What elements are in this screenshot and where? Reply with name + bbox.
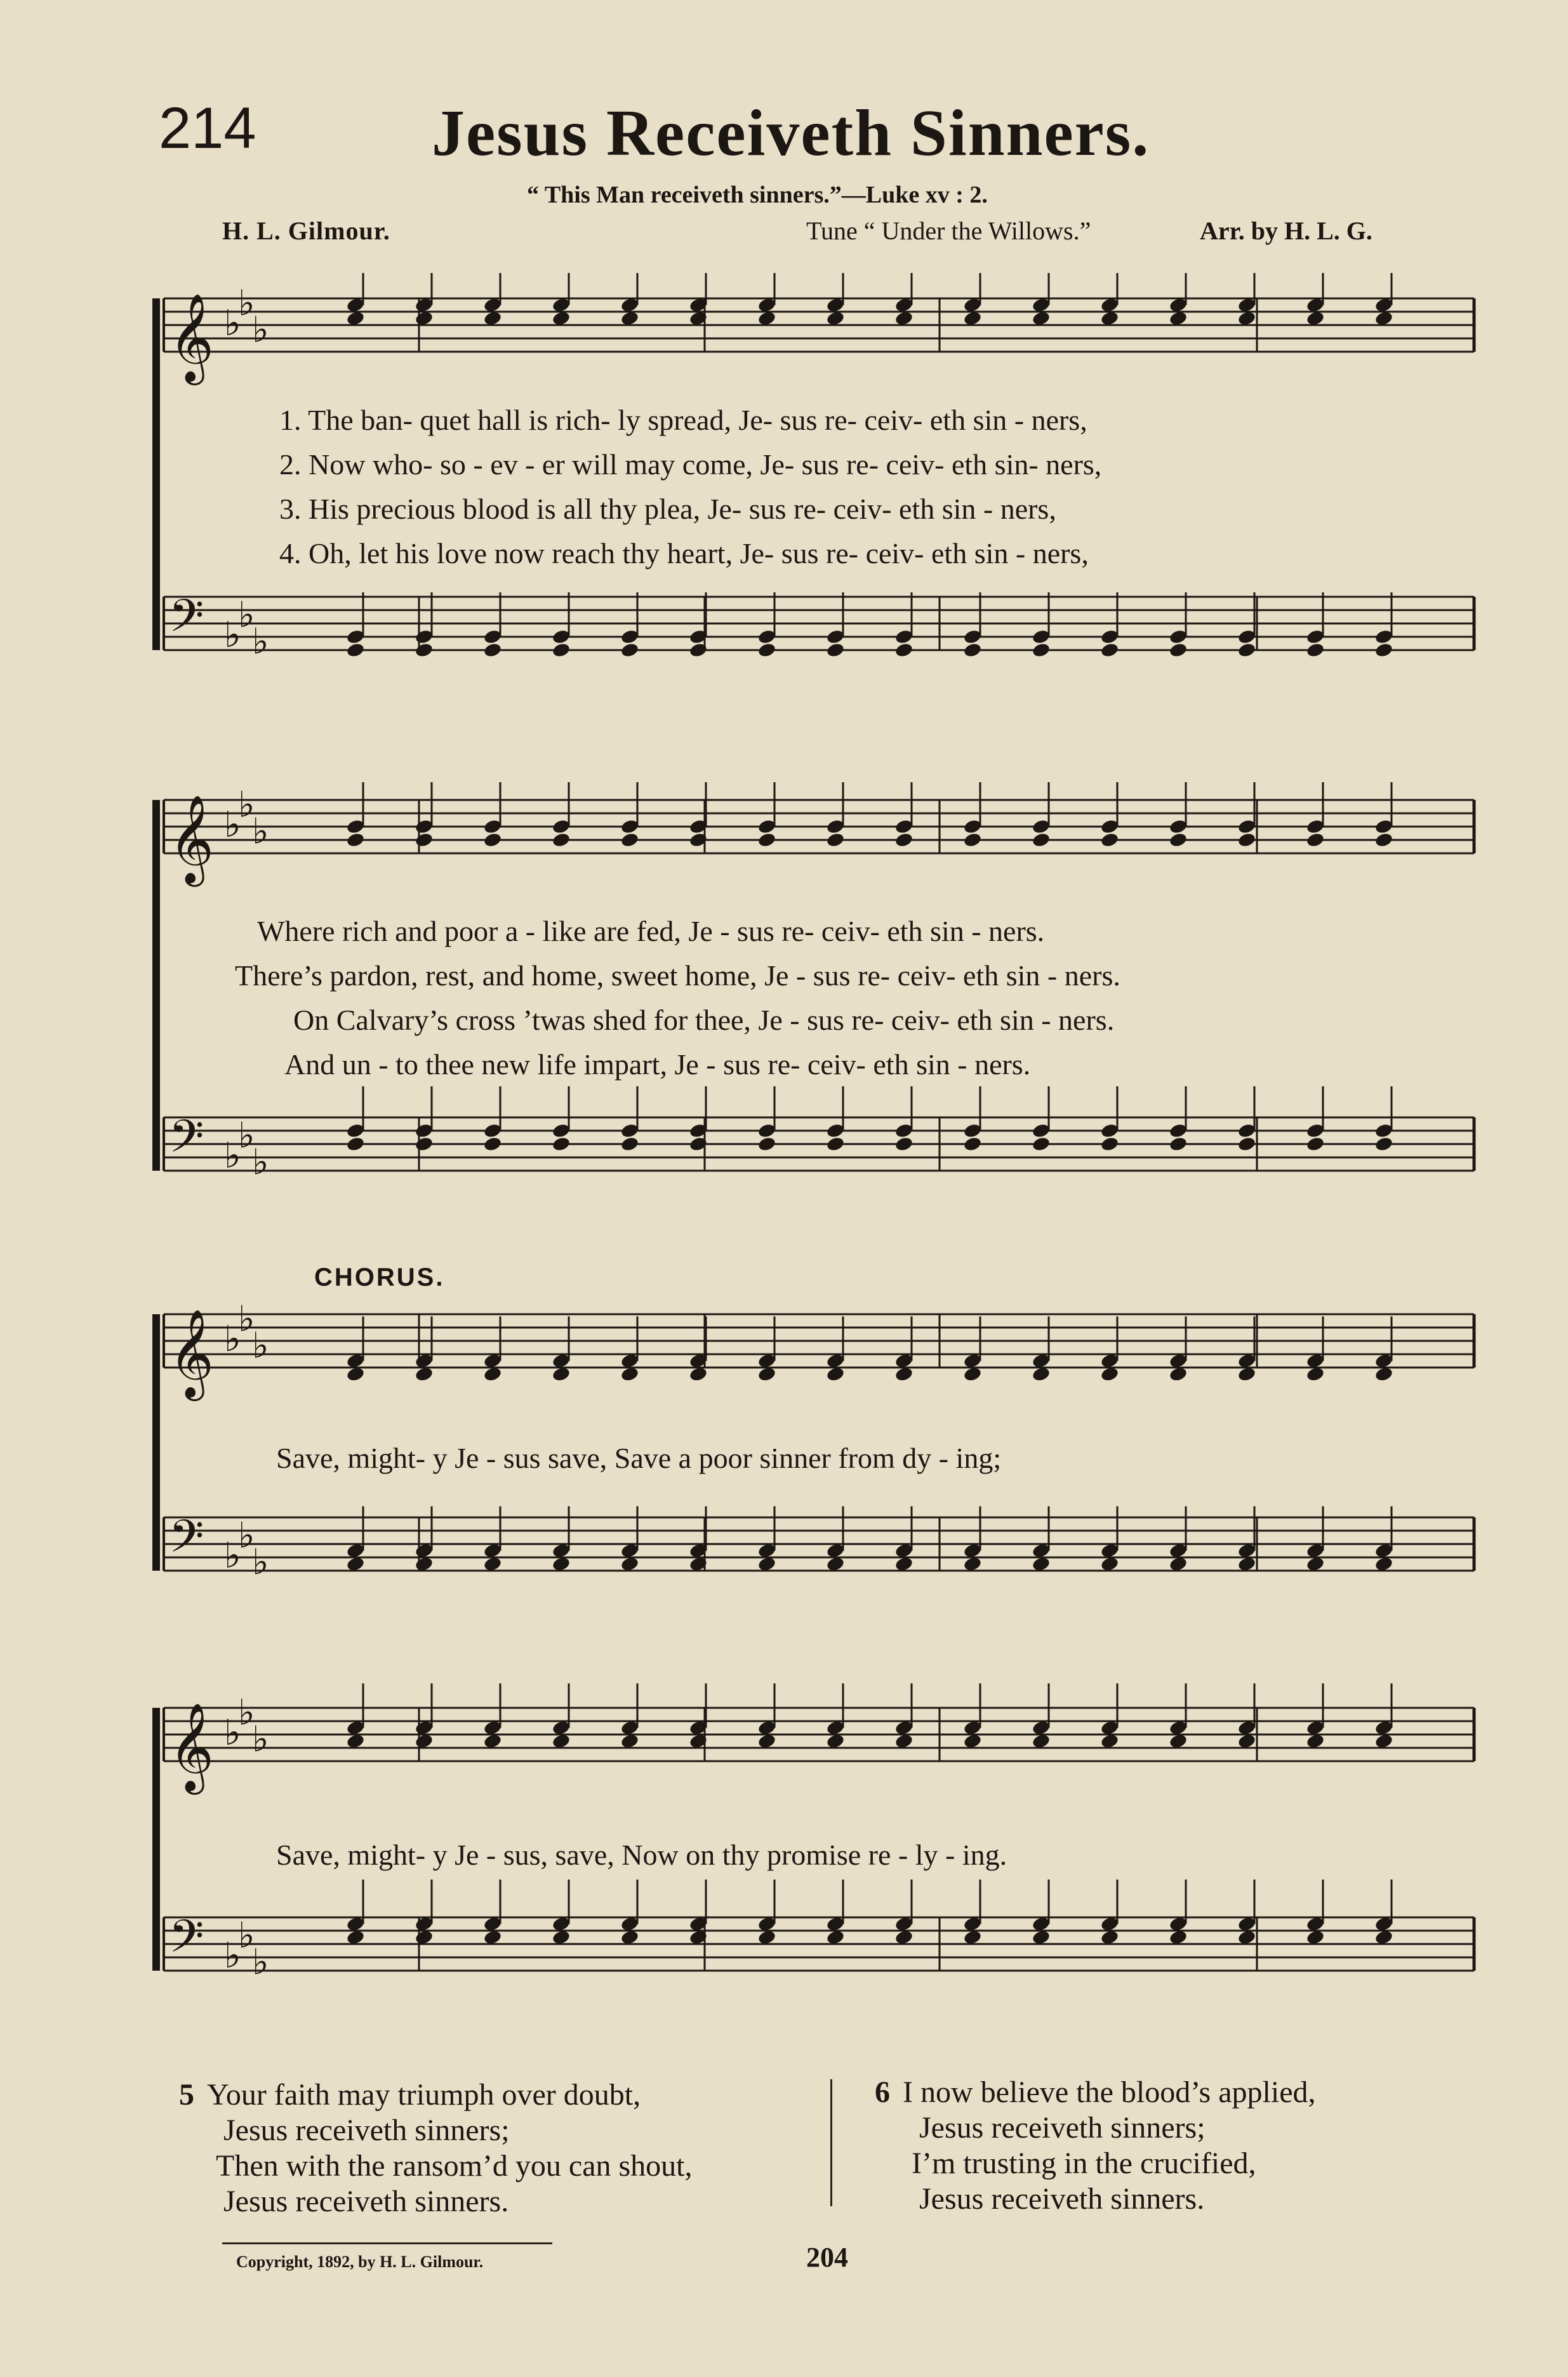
note-head: [346, 1136, 366, 1152]
note-head: [1032, 1136, 1051, 1152]
note-head: [1169, 1136, 1188, 1152]
note-head: [963, 1136, 983, 1152]
note-head: [483, 642, 503, 658]
page-number: 204: [806, 2242, 848, 2273]
note-head: [1306, 1136, 1325, 1152]
note-head: [757, 832, 777, 848]
verse-6-line-2: Jesus receiveth sinners;: [919, 2111, 1206, 2145]
note-head: [483, 832, 503, 848]
bass-clef-icon: 𝄢: [169, 1510, 204, 1574]
copyright-rule: [222, 2242, 552, 2244]
flat-icon: ♭: [224, 1535, 241, 1576]
hymn-title: Jesus Receiveth Sinners.: [432, 97, 1150, 170]
note-head: [963, 832, 983, 848]
note-head: [552, 832, 571, 848]
note-head: [346, 642, 366, 658]
flat-icon: ♭: [238, 1115, 255, 1157]
flat-icon: ♭: [252, 1541, 269, 1583]
flat-icon: ♭: [238, 1515, 255, 1557]
note-head: [1306, 832, 1325, 848]
note-head: [757, 642, 777, 658]
verse-6-line-4: Jesus receiveth sinners.: [919, 2182, 1205, 2216]
bass-clef-icon: 𝄢: [169, 590, 204, 653]
note-head: [1237, 642, 1257, 658]
verse-line-2: 2. Now who- so - ev - er will may come, Je- sus re- ceiv- eth sin- ners,: [279, 448, 1102, 481]
verse-5-line-2: Jesus receiveth sinners;: [223, 2114, 510, 2147]
flat-icon: ♭: [252, 621, 269, 663]
note-head: [1100, 832, 1120, 848]
note-head: [894, 832, 914, 848]
verse-line-7: On Calvary’s cross ’twas shed for thee, Je - sus re- ceiv- eth sin - ners.: [293, 1004, 1115, 1036]
note-head: [552, 1136, 571, 1152]
flat-icon: ♭: [238, 283, 255, 324]
note-head: [346, 832, 366, 848]
verse-6-line-3: I’m trusting in the crucified,: [912, 2147, 1256, 2180]
note-head: [1374, 642, 1394, 658]
flat-icon: ♭: [252, 811, 269, 853]
verse-line-5: Where rich and poor a - like are fed, Je - sus re- ceiv- eth sin - ners.: [257, 915, 1045, 947]
note-head: [757, 1136, 777, 1152]
arranger-credit: Arr. by H. L. G.: [1200, 216, 1372, 245]
verse-6-number: 6: [875, 2075, 890, 2109]
music-system-3: [0, 1289, 1568, 1644]
flat-icon: ♭: [252, 1142, 269, 1183]
note-head: [1306, 642, 1325, 658]
flat-icon: ♭: [224, 1135, 241, 1176]
flat-icon: ♭: [224, 1319, 241, 1360]
music-system-1: [0, 273, 1568, 717]
note-head: [1169, 642, 1188, 658]
flat-icon: ♭: [238, 1692, 255, 1734]
copyright-notice: Copyright, 1892, by H. L. Gilmour.: [236, 2253, 484, 2271]
verse-line-6: There’s pardon, rest, and home, sweet home, Je - sus re- ceiv- eth sin - ners.: [235, 959, 1120, 992]
note-head: [1169, 832, 1188, 848]
note-head: [620, 642, 640, 658]
flat-icon: ♭: [238, 1915, 255, 1957]
treble-clef-icon: 𝄞: [169, 795, 214, 883]
flat-icon: ♭: [252, 309, 269, 351]
treble-clef-icon: 𝄞: [169, 1309, 214, 1397]
verse-5-number: 5: [179, 2078, 194, 2112]
note-head: [1237, 1136, 1257, 1152]
verse-6-block: [875, 2075, 1316, 2217]
flat-icon: ♭: [224, 1935, 241, 1976]
note-head: [1100, 642, 1120, 658]
note-head: [415, 1136, 434, 1152]
flat-icon: ♭: [252, 1719, 269, 1761]
note-head: [826, 1136, 846, 1152]
note-head: [826, 642, 846, 658]
chorus-label: CHORUS.: [314, 1263, 445, 1291]
note-head: [826, 832, 846, 848]
note-head: [1032, 642, 1051, 658]
verse-line-3: 3. His precious blood is all thy plea, Je- sus re- ceiv- eth sin - ners,: [279, 493, 1056, 525]
note-head: [415, 832, 434, 848]
chorus-line-2: Save, might- y Je - sus, save, Now on thy promise re - ly - ing.: [276, 1839, 1007, 1871]
flat-icon: ♭: [238, 1298, 255, 1340]
flat-icon: ♭: [252, 1941, 269, 1983]
note-head: [552, 642, 571, 658]
note-head: [483, 1136, 503, 1152]
note-head: [963, 642, 983, 658]
hymn-number: 214: [159, 96, 256, 161]
verse-5-block: [179, 2077, 693, 2220]
verse-line-4: 4. Oh, let his love now reach thy heart, Je- sus re- ceiv- eth sin - ners,: [279, 537, 1089, 569]
chorus-line-1: Save, might- y Je - sus save, Save a poor sinner from dy - ing;: [276, 1442, 1002, 1474]
bass-clef-icon: 𝄢: [169, 1110, 204, 1174]
note-head: [1374, 832, 1394, 848]
flat-icon: ♭: [238, 594, 255, 636]
verse-6-line-1: I now believe the blood’s applied,: [903, 2075, 1316, 2109]
tune-credit: Tune “ Under the Willows.”: [806, 216, 1091, 245]
flat-icon: ♭: [224, 804, 241, 846]
verse-line-8: And un - to thee new life impart, Je - sus re- ceiv- eth sin - ners.: [284, 1048, 1031, 1081]
author-credit: H. L. Gilmour.: [222, 216, 390, 245]
note-head: [894, 1136, 914, 1152]
bass-clef-icon: 𝄢: [169, 1910, 204, 1974]
flat-icon: ♭: [224, 615, 241, 656]
verse-line-1: 1. The ban- quet hall is rich- ly spread, Je- sus re- ceiv- eth sin - ners,: [279, 404, 1087, 436]
note-head: [620, 832, 640, 848]
verse-5-line-1: Your faith may triumph over doubt,: [207, 2078, 641, 2112]
note-head: [415, 642, 434, 658]
note-head: [1032, 832, 1051, 848]
note-head: [1100, 1136, 1120, 1152]
verse-5-line-3: Then with the ransom’d you can shout,: [216, 2149, 693, 2183]
note-head: [894, 642, 914, 658]
treble-clef-icon: 𝄞: [169, 1703, 214, 1791]
flat-icon: ♭: [224, 303, 241, 344]
flat-icon: ♭: [238, 784, 255, 826]
music-system-2: [0, 775, 1568, 1232]
music-system-4: [0, 1682, 1568, 2038]
treble-clef-icon: 𝄞: [169, 293, 214, 382]
note-head: [1237, 832, 1257, 848]
note-head: [620, 1136, 640, 1152]
flat-icon: ♭: [252, 1325, 269, 1367]
scripture-reference: “ This Man receiveth sinners.”—Luke xv : 2.: [527, 182, 988, 208]
note-head: [1374, 1136, 1394, 1152]
flat-icon: ♭: [224, 1712, 241, 1754]
verse-divider: [830, 2079, 832, 2206]
verse-5-line-4: Jesus receiveth sinners.: [223, 2185, 509, 2218]
